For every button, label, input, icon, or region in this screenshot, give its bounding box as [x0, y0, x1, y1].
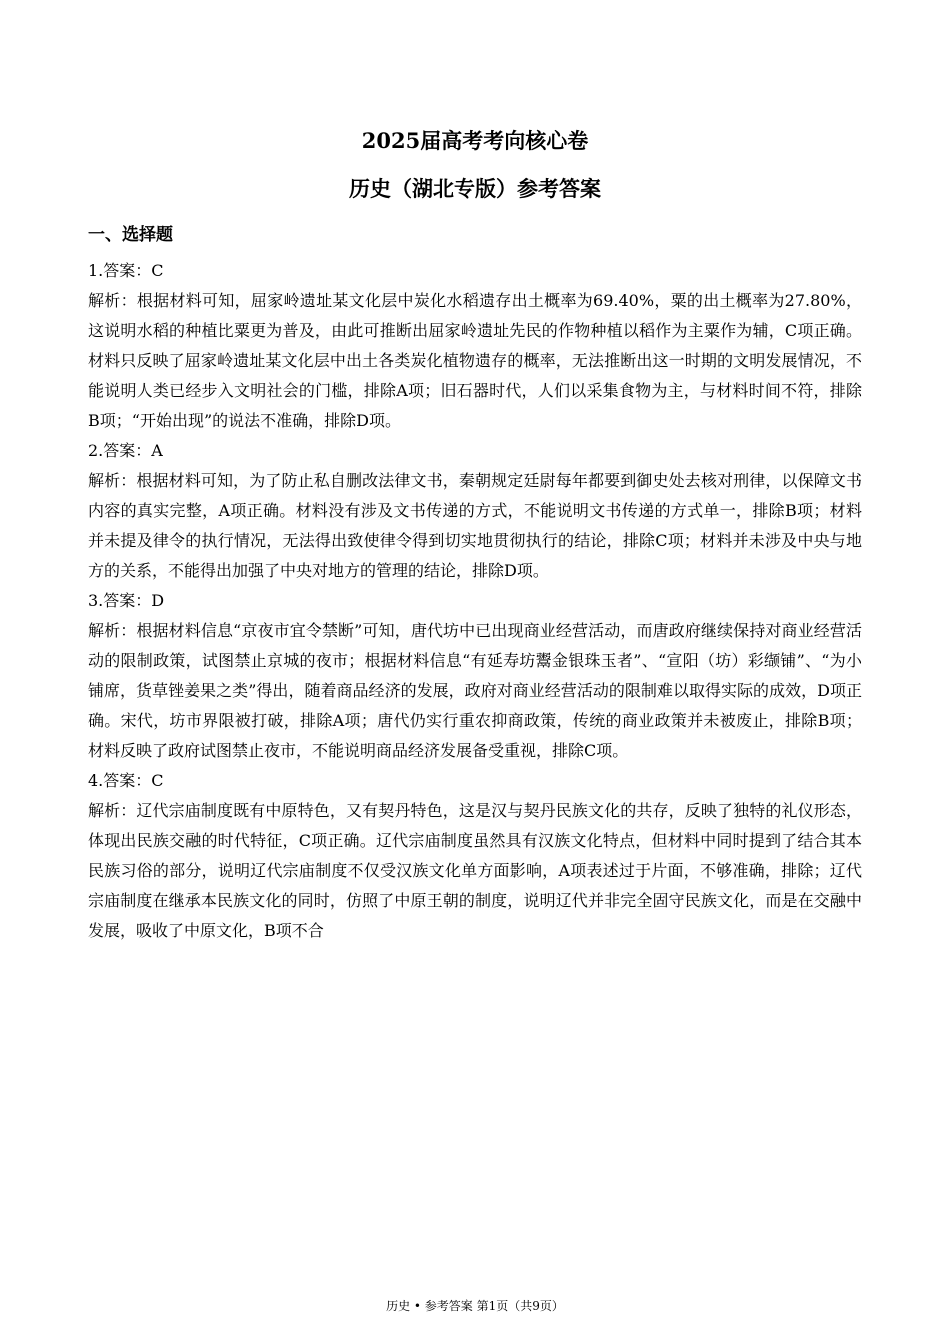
question-answer: 2.答案：A	[88, 441, 163, 460]
question-item	[88, 256, 862, 436]
question-item	[88, 586, 862, 766]
question-answer: 4.答案：C	[88, 771, 164, 790]
answer-list	[88, 256, 862, 946]
page-footer: 历史 • 参考答案 第1页（共9页）	[386, 1299, 564, 1313]
question-analysis: 解析：辽代宗庙制度既有中原特色，又有契丹特色，这是汉与契丹民族文化的共存，反映了独特的礼仪形态，体现出民族交融的时代特征，C项正确。辽代宗庙制度虽然具有汉族文化特点，但材料中同时提到了结合其本民族习俗的部分，说明辽代宗庙制度不仅受汉族文化单方面影响，A项表述过于片面，不够准确，排除；辽代宗庙制度在继承本民族文化的同时，仿照了中原王朝的制度，说明辽代并非完全固守民族文化，而是在交融中发展，吸收了中原文化，B项不合	[88, 801, 862, 940]
question-answer: 1.答案：C	[88, 261, 164, 280]
question-item	[88, 766, 862, 946]
question-answer: 3.答案：D	[88, 591, 165, 610]
document-subtitle: 历史（湖北专版）参考答案	[349, 176, 601, 201]
document-title: 2025届高考考向核心卷	[361, 128, 589, 153]
question-analysis: 解析：根据材料信息“京夜市宜令禁断”可知，唐代坊中已出现商业经营活动，而唐政府继续保持对商业经营活动的限制政策，试图禁止京城的夜市；根据材料信息“有延寿坊鬻金银珠玉者”、“宣阳（坊）彩缬铺”、“为小铺席，货草锉姜果之类”得出，随着商品经济的发展，政府对商业经营活动的限制难以取得实际的成效，D项正确。宋代，坊市界限被打破，排除A项；唐代仍实行重农抑商政策，传统的商业政策并未被废止，排除B项；材料反映了政府试图禁止夜市，不能说明商品经济发展备受重视，排除C项。	[88, 621, 862, 760]
section-heading: 一、选择题	[88, 225, 173, 245]
question-item	[88, 436, 862, 586]
question-analysis: 解析：根据材料可知，为了防止私自删改法律文书，秦朝规定廷尉每年都要到御史处去核对刑律，以保障文书内容的真实完整，A项正确。材料没有涉及文书传递的方式，不能说明文书传递的方式单一，排除B项；材料并未提及律令的执行情况，无法得出致使律令得到切实地贯彻执行的结论，排除C项；材料并未涉及中央与地方的关系，不能得出加强了中央对地方的管理的结论，排除D项。	[88, 471, 862, 580]
question-analysis: 解析：根据材料可知，屈家岭遗址某文化层中炭化水稻遗存出土概率为69.40%，粟的出土概率为27.80%，这说明水稻的种植比粟更为普及，由此可推断出屈家岭遗址先民的作物种植以稻作为主粟作为辅，C项正确。材料只反映了屈家岭遗址某文化层中出土各类炭化植物遗存的概率，无法推断出这一时期的文明发展情况，不能说明人类已经步入文明社会的门槛，排除A项；旧石器时代，人们以采集食物为主，与材料时间不符，排除B项；“开始出现”的说法不准确，排除D项。	[88, 291, 862, 430]
